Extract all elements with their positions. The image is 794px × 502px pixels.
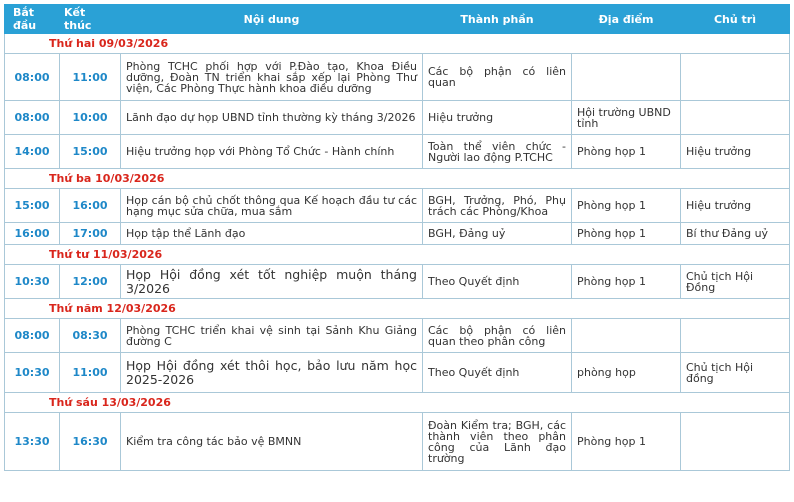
- event-content: Họp cán bộ chủ chốt thông qua Kế hoạch đầu tư các hạng mục sửa chữa, mua sắm: [121, 189, 423, 223]
- event-participants: Hiệu trưởng: [423, 101, 572, 135]
- event-participants: BGH, Đảng uỷ: [423, 223, 572, 245]
- table-row: [5, 223, 790, 245]
- event-start: 15:00: [5, 189, 60, 223]
- event-end: 17:00: [60, 223, 121, 245]
- day-row-tuesday: [5, 169, 790, 189]
- event-location: Phòng họp 1: [572, 189, 681, 223]
- day-row-thursday: [5, 299, 790, 319]
- event-chair: Chủ tịch Hội đồng: [681, 353, 790, 393]
- event-chair: [681, 101, 790, 135]
- event-content: Họp Hội đồng xét thôi học, bảo lưu năm học 2025-2026: [121, 353, 423, 393]
- event-start: 08:00: [5, 319, 60, 353]
- table-row: [5, 101, 790, 135]
- event-end: 16:00: [60, 189, 121, 223]
- event-start: 10:30: [5, 265, 60, 299]
- header-row: [5, 5, 790, 34]
- event-chair: Bí thư Đảng uỷ: [681, 223, 790, 245]
- header-start: Bắt đầu: [5, 5, 60, 34]
- event-end: 11:00: [60, 353, 121, 393]
- event-start: 08:00: [5, 101, 60, 135]
- table-row: [5, 353, 790, 393]
- day-label: Thứ ba 10/03/2026: [5, 169, 790, 189]
- schedule-table: [4, 4, 790, 471]
- event-start: 08:00: [5, 54, 60, 101]
- table-row: [5, 54, 790, 101]
- event-location: Phòng họp 1: [572, 413, 681, 471]
- header-participants: Thành phần: [423, 5, 572, 34]
- event-content: Họp Hội đồng xét tốt nghiệp muộn tháng 3/2026: [121, 265, 423, 299]
- day-label: Thứ năm 12/03/2026: [5, 299, 790, 319]
- header-end: Kết thúc: [60, 5, 121, 34]
- event-start: 10:30: [5, 353, 60, 393]
- event-chair: Chủ tịch Hội Đồng: [681, 265, 790, 299]
- event-chair: Hiệu trưởng: [681, 135, 790, 169]
- event-start: 13:30: [5, 413, 60, 471]
- table-row: [5, 135, 790, 169]
- table-row: [5, 413, 790, 471]
- table-row: [5, 319, 790, 353]
- event-end: 16:30: [60, 413, 121, 471]
- event-content: Kiểm tra công tác bảo vệ BMNN: [121, 413, 423, 471]
- event-content: Phòng TCHC phối hợp với P.Đào tạo, Khoa Điều dưỡng, Đoàn TN triển khai sắp xếp lại Phòng Thư viện, Các Phòng Thực hành khoa điều dưỡng: [121, 54, 423, 101]
- event-location: Phòng họp 1: [572, 265, 681, 299]
- event-participants: Đoàn Kiểm tra; BGH, các thành viên theo phân công của Lãnh đạo trường: [423, 413, 572, 471]
- table-row: [5, 265, 790, 299]
- event-content: Phòng TCHC triển khai vệ sinh tại Sảnh Khu Giảng đường C: [121, 319, 423, 353]
- event-location: [572, 54, 681, 101]
- event-start: 16:00: [5, 223, 60, 245]
- event-end: 10:00: [60, 101, 121, 135]
- header-location: Địa điểm: [572, 5, 681, 34]
- event-location: phòng họp: [572, 353, 681, 393]
- event-end: 12:00: [60, 265, 121, 299]
- event-end: 11:00: [60, 54, 121, 101]
- event-content: Họp tập thể Lãnh đạo: [121, 223, 423, 245]
- event-participants: BGH, Trưởng, Phó, Phụ trách các Phòng/Khoa: [423, 189, 572, 223]
- event-chair: [681, 319, 790, 353]
- event-participants: Các bộ phận có liên quan theo phân công: [423, 319, 572, 353]
- day-row-monday: [5, 34, 790, 54]
- event-participants: Các bộ phận có liên quan: [423, 54, 572, 101]
- header-chair: Chủ trì: [681, 5, 790, 34]
- header-content: Nội dung: [121, 5, 423, 34]
- event-location: Phòng họp 1: [572, 223, 681, 245]
- day-row-friday: [5, 393, 790, 413]
- event-location: [572, 319, 681, 353]
- event-location: Hội trường UBND tỉnh: [572, 101, 681, 135]
- event-content: Hiệu trưởng họp với Phòng Tổ Chức - Hành chính: [121, 135, 423, 169]
- day-label: Thứ sáu 13/03/2026: [5, 393, 790, 413]
- day-label: Thứ tư 11/03/2026: [5, 245, 790, 265]
- day-label: Thứ hai 09/03/2026: [5, 34, 790, 54]
- event-participants: Theo Quyết định: [423, 353, 572, 393]
- event-end: 08:30: [60, 319, 121, 353]
- event-content: Lãnh đạo dự họp UBND tỉnh thường kỳ tháng 3/2026: [121, 101, 423, 135]
- event-chair: [681, 413, 790, 471]
- event-participants: Theo Quyết định: [423, 265, 572, 299]
- event-participants: Toàn thể viên chức - Người lao động P.TCHC: [423, 135, 572, 169]
- table-row: [5, 189, 790, 223]
- event-end: 15:00: [60, 135, 121, 169]
- day-row-wednesday: [5, 245, 790, 265]
- event-start: 14:00: [5, 135, 60, 169]
- event-location: Phòng họp 1: [572, 135, 681, 169]
- event-chair: Hiệu trưởng: [681, 189, 790, 223]
- event-chair: [681, 54, 790, 101]
